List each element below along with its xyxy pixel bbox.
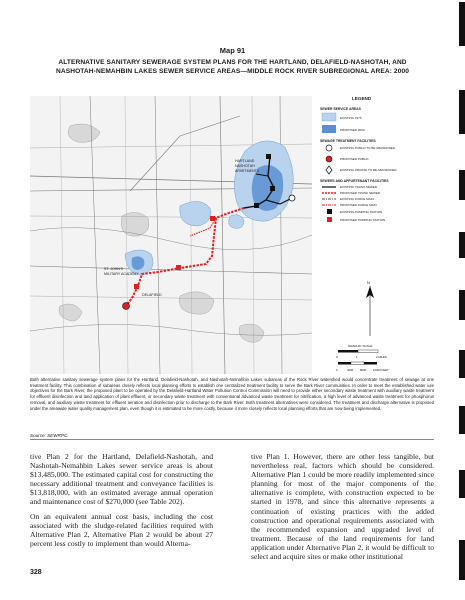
map-title-line-2: NASHOTAH-NEMAHBIN LAKES SEWER SERVICE AREAS—MIDDLE ROCK RIVER SUBREGIONAL AREA: 2000 xyxy=(55,68,410,75)
legend-title: LEGEND xyxy=(352,96,372,101)
map-title-line-1: ALTERNATIVE SANITARY SEWERAGE SYSTEM PLANS FOR THE HARTLAND, DELAFIELD-NASHOTAH, AND xyxy=(58,59,407,66)
edge-tab-mark xyxy=(459,350,465,378)
legend-sewers-title: SEWERS AND APPURTENANT FACILITIES xyxy=(320,179,389,183)
scale-label: GRAPHIC SCALE xyxy=(348,344,373,348)
map-number-label: Map 91 xyxy=(219,46,246,55)
body-column-left xyxy=(30,452,213,553)
scale-mile-1: 1 xyxy=(356,355,358,359)
legend-existing-force-main: EXISTING FORCE MAIN xyxy=(340,197,374,201)
edge-tab-mark xyxy=(459,170,465,200)
label-nashotah: NASHOTAH xyxy=(235,164,255,168)
body-paragraph: tive Plan 2 for the Hartland, Delafield-Nashotah, and Nashotah-Nemahbin Lakes sewer service areas is about $13,485,000. The estimated capital cost for constructing the necessary additional treatment and conveyance facilities is $13,818,000, with an estimated average annual operation and maintenance cost of $270,000 (see Table 202). xyxy=(30,452,213,507)
body-column-right xyxy=(251,452,434,566)
page-number: 328 xyxy=(30,569,42,576)
edge-tab-mark xyxy=(459,540,465,580)
edge-tab-mark xyxy=(459,470,465,498)
proposed-pumping-station-icon xyxy=(327,217,332,222)
legend-existing-pumping-station: EXISTING PUMPING STATION xyxy=(340,210,383,214)
legend-proposed-pumping-station: PROPOSED PUMPING STATION xyxy=(340,218,386,222)
legend-existing-private-abandoned: EXISTING PRIVATE TO BE ABANDONED xyxy=(340,168,397,172)
legend-existing-1975: EXISTING 1975 xyxy=(340,116,362,120)
label-saint-johns: ST. JOHN'S xyxy=(104,267,124,271)
scale-feet-12000: 12000 FEET xyxy=(373,368,389,372)
scale-mile-2: 2 MILES xyxy=(376,355,387,359)
legend-swatch-proposed-area xyxy=(322,125,336,133)
body-paragraph: On an equivalent annual cost basis, including the cost associated with the sludge-related facilities required with Alternative Plan 2, Alternative Plan 2 would be about 27 percent less costly to implement than would Alterna- xyxy=(30,511,213,548)
scale-feet-4000: 4000 xyxy=(347,368,354,372)
divider xyxy=(30,439,434,440)
north-label: N xyxy=(367,280,370,285)
label-apartments: APARTMENTS xyxy=(235,169,260,173)
map-caption: Both alternative sanitary sewerage system plans for the Hartland, Delafield-Nashotah, and Nashotah-Nemahbin Lakes subareas of the Rock River watershed would concentrate treatment of sewage at one treatment facility. This combination of subareas closely reflects local planning efforts to establish one centralized treatment facility to serve the Bark River communities. In order to meet the established water use objectives for the Bark River, the proposed plant to be operated by the Delafield-Hartland Water Pollution Control Commission will need to provide either secondary waste treatment with auxiliary waste treatment for effluent disinfection and land application of plant effluent, or secondary waste treatment with conventional advanced waste treatment for nitrification, a high level of advanced waste treatment for phosphorus removal, and auxiliary waste treatment for effluent aeration and disinfection prior to discharge to the Bark River. Both treatment alternatives were considered. The treatment and discharge alternative is proposed under the areawide water quality management plan, even though it is estimated to be more costly, because it more closely reflects local planning efforts that are now being implemented. xyxy=(30,377,434,411)
graphic-scale xyxy=(336,344,389,372)
label-military-academy: MILITARY ACADEMY xyxy=(104,272,139,276)
map-base xyxy=(30,96,312,374)
legend-swatch-existing-area xyxy=(322,113,336,121)
label-hartland: HARTLAND xyxy=(235,159,255,163)
legend-existing-trunk-sewer: EXISTING TRUNK SEWER xyxy=(340,185,377,189)
existing-public-plant-icon xyxy=(326,145,332,151)
legend-proposed-2000: PROPOSED 2000 xyxy=(340,128,365,132)
scale-feet-0: 0 xyxy=(336,368,338,372)
sewer-service-map xyxy=(30,96,435,374)
legend-proposed-public: PROPOSED PUBLIC xyxy=(340,157,369,161)
legend-proposed-trunk-sewer: PROPOSED TRUNK SEWER xyxy=(340,191,380,195)
label-delafield: DELAFIELD xyxy=(142,293,162,297)
existing-private-plant-icon xyxy=(326,166,332,174)
legend-sewer-service-areas: SEWER SERVICE AREAS xyxy=(320,107,361,111)
edge-tab-mark xyxy=(459,90,465,134)
edge-tab-mark xyxy=(459,232,465,258)
edge-tab-mark xyxy=(459,2,465,46)
scale-mile-0: 0 xyxy=(336,355,338,359)
map-legend xyxy=(320,96,397,222)
proposed-public-plant-icon xyxy=(326,156,332,162)
body-paragraph: tive Plan 1. However, there are other less tangible, but nevertheless real, factors which should be considered. Alternative Plan 1 could be more readily implemented since planning for most of the major components of the alternative is complete, with construction expected to be started in 1978, and since this alternative represents a continuation of existing practices with the added construction and operational requirements associated with the recommended expansion and upgraded level of treatment. Because of the land requirements for land application under Alternative Plan 2, it would be difficult to select and acquire sites or make other institutional xyxy=(251,452,434,562)
existing-pumping-station-icon xyxy=(327,209,332,214)
edge-tab-mark xyxy=(459,406,465,434)
edge-tab-mark xyxy=(459,290,465,320)
map-title xyxy=(30,58,435,76)
legend-treatment-facilities: SEWAGE TREATMENT FACILITIES xyxy=(320,139,376,143)
north-arrow-icon xyxy=(366,280,374,336)
legend-existing-public-abandoned: EXISTING PUBLIC TO BE ABANDONED xyxy=(340,146,396,150)
source-note: Source: SEWRPC. xyxy=(30,433,69,438)
legend-proposed-force-main: PROPOSED FORCE MAIN xyxy=(340,203,377,207)
scale-feet-8000: 8000 xyxy=(360,368,367,372)
